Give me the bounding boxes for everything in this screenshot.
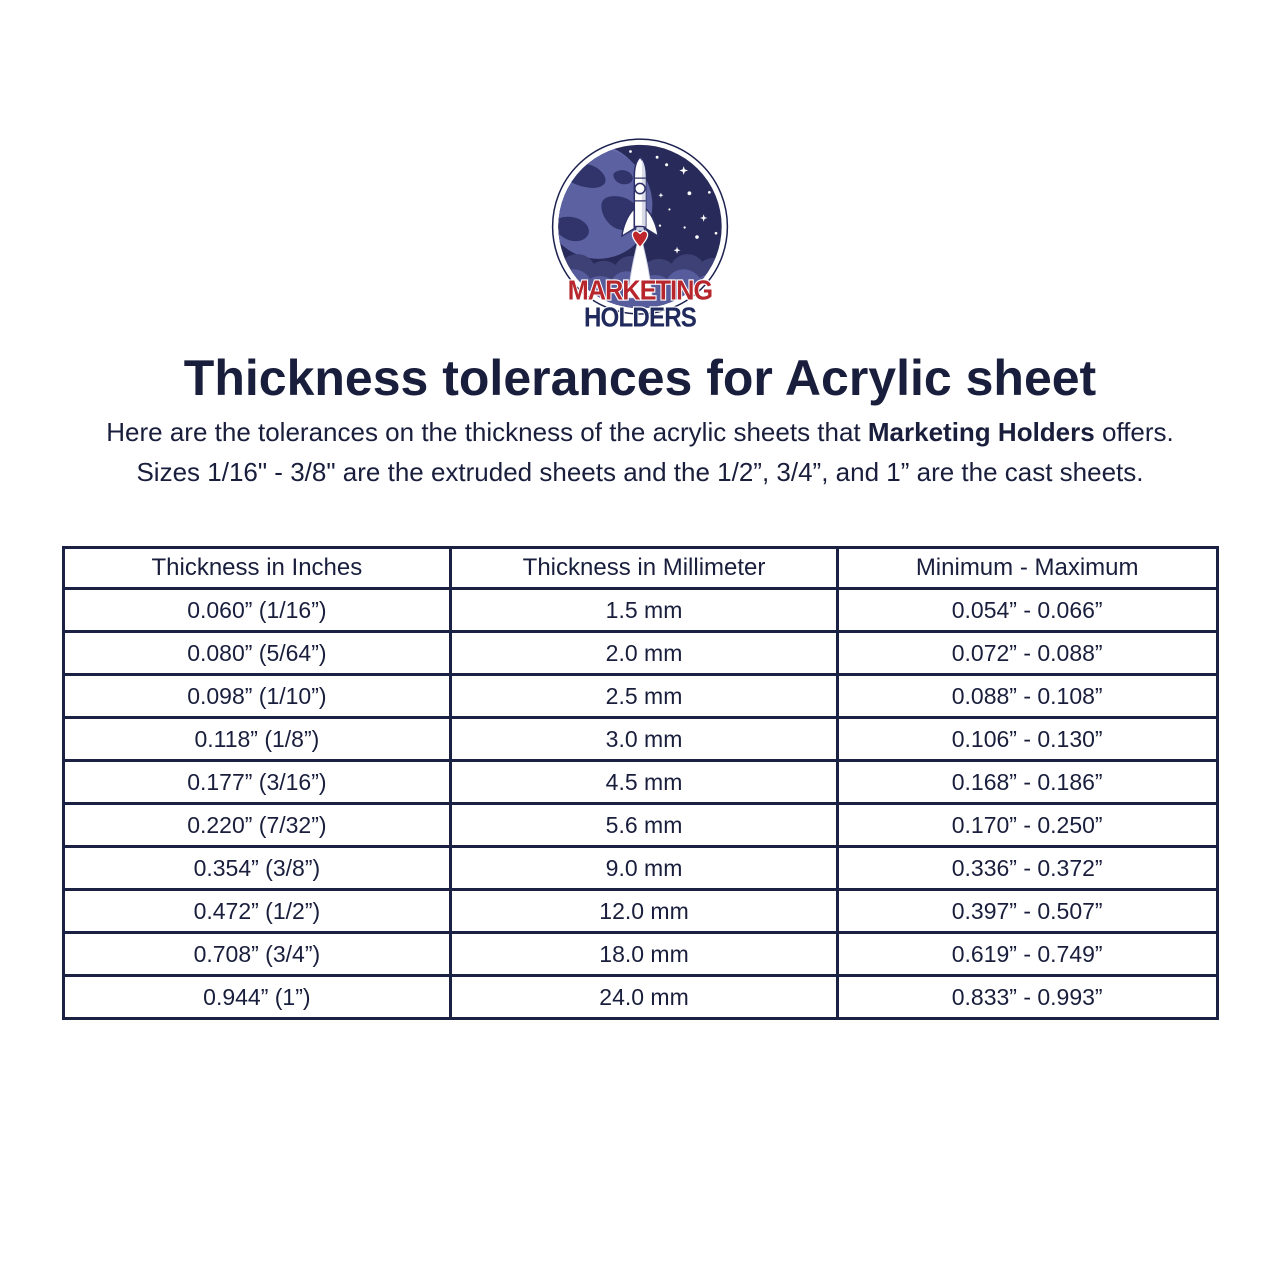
col-header-min-max: Minimum - Maximum [837,548,1217,589]
table-cell: 0.072” - 0.088” [837,632,1217,675]
intro-line-2: Sizes 1/16" - 3/8" are the extruded sheets and the 1/2”, 3/4”, and 1” are the cast sheets. [136,457,1144,487]
table-row [63,976,1217,1019]
table-cell: 2.0 mm [451,632,838,675]
table-cell: 0.220” (7/32”) [63,804,451,847]
table-cell: 0.397” - 0.507” [837,890,1217,933]
table-row [63,718,1217,761]
table-cell: 0.944” (1”) [63,976,451,1019]
table-cell: 0.118” (1/8”) [63,718,451,761]
table-row [63,632,1217,675]
table-cell: 0.177” (3/16”) [63,761,451,804]
tolerance-table [62,546,1219,1020]
table-cell: 4.5 mm [451,761,838,804]
table-cell: 0.098” (1/10”) [63,675,451,718]
table-cell: 5.6 mm [451,804,838,847]
table-cell: 0.619” - 0.749” [837,933,1217,976]
table-cell: 0.833” - 0.993” [837,976,1217,1019]
logo-text-marketing: MARKETING [567,274,713,306]
table-cell: 0.080” (5/64”) [63,632,451,675]
table-cell: 2.5 mm [451,675,838,718]
table-cell: 0.472” (1/2”) [63,890,451,933]
intro-paragraph [106,412,1173,492]
intro-line-1 [106,412,1173,452]
table-cell: 0.354” (3/8”) [63,847,451,890]
table-row [63,589,1217,632]
table-cell: 0.708” (3/4”) [63,933,451,976]
table-cell: 3.0 mm [451,718,838,761]
table-row [63,890,1217,933]
intro-line-1-prefix: Here are the tolerances on the thickness of the acrylic sheets that [106,417,868,447]
page-title: Thickness tolerances for Acrylic sheet [183,350,1097,406]
table-header-row [63,548,1217,589]
table-cell: 0.088” - 0.108” [837,675,1217,718]
table-cell: 0.168” - 0.186” [837,761,1217,804]
table-cell: 0.106” - 0.130” [837,718,1217,761]
marketing-holders-logo [545,138,735,336]
table-row [63,933,1217,976]
logo-graphic [545,138,735,336]
table-cell: 12.0 mm [451,890,838,933]
table-cell: 18.0 mm [451,933,838,976]
table-row [63,675,1217,718]
table-cell: 0.060” (1/16”) [63,589,451,632]
table-cell: 9.0 mm [451,847,838,890]
table-row [63,761,1217,804]
col-header-thickness-inches: Thickness in Inches [63,548,451,589]
intro-line-1-suffix: offers. [1094,417,1174,447]
table-cell: 0.170” - 0.250” [837,804,1217,847]
table-cell: 0.336” - 0.372” [837,847,1217,890]
logo-text-holders: HOLDERS [583,301,697,333]
table-row [63,804,1217,847]
col-header-thickness-mm: Thickness in Millimeter [451,548,838,589]
table-row [63,847,1217,890]
intro-line-1-brand: Marketing Holders [867,417,1095,447]
table-cell: 24.0 mm [451,976,838,1019]
table-cell: 1.5 mm [451,589,838,632]
table-cell: 0.054” - 0.066” [837,589,1217,632]
